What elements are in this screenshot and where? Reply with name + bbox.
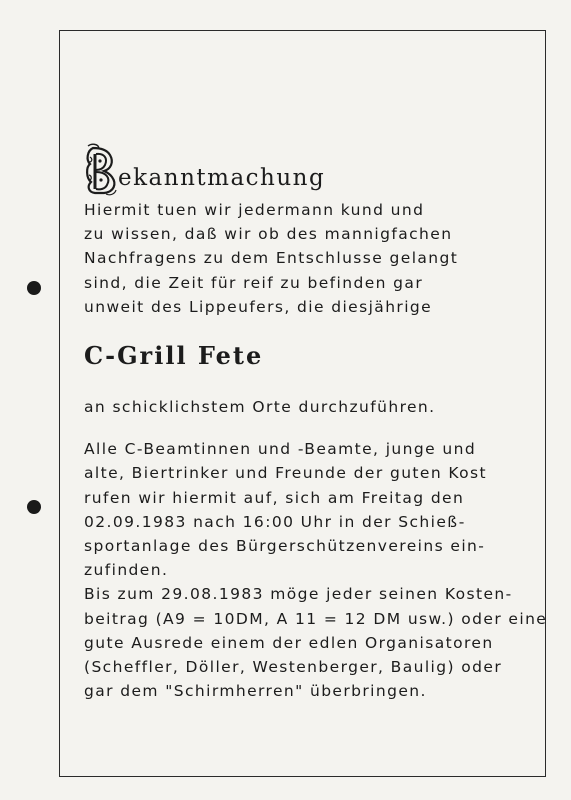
invitation-paragraph: [84, 437, 534, 582]
invitation-line: alte, Biertrinker und Freunde der guten Kost: [84, 464, 488, 483]
event-title: C-Grill Fete: [84, 341, 264, 371]
intro-line: sind, die Zeit für reif zu befinden gar: [84, 273, 424, 292]
intro-line: Nachfragens zu dem Entschlusse gelangt: [84, 249, 459, 268]
contribution-line: beitrag (A9 = 10DM, A 11 = 12 DM usw.) oder eine: [84, 609, 548, 628]
ornamental-initial-svg: [84, 142, 118, 196]
intro-paragraph: [84, 198, 534, 319]
contribution-line: Bis zum 29.08.1983 möge jeder seinen Kosten-: [84, 585, 513, 604]
heading-text: ekanntmachung: [118, 165, 326, 191]
contribution-line: gute Ausrede einem der edlen Organisatoren: [84, 633, 494, 652]
punch-hole-top: [27, 281, 41, 295]
notice-heading: [84, 140, 534, 196]
location-line: an schicklichstem Orte durchzuführen.: [84, 398, 436, 417]
contribution-paragraph: [84, 582, 548, 703]
invitation-line: Alle C-Beamtinnen und -Beamte, junge und: [84, 440, 477, 459]
intro-line: unweit des Lippeufers, die diesjährige: [84, 297, 433, 316]
invitation-line: 02.09.1983 nach 16:00 Uhr in der Schieß-: [84, 512, 466, 531]
ornamental-initial-icon: [84, 142, 118, 196]
notice-body: [84, 140, 548, 703]
intro-line: zu wissen, daß wir ob des mannigfachen: [84, 225, 453, 244]
invitation-line: sportanlage des Bürgerschützenvereins ein-: [84, 537, 486, 556]
punch-hole-bottom: [27, 500, 41, 514]
contribution-line: gar dem "Schirmherren" überbringen.: [84, 682, 427, 701]
intro-line: Hiermit tuen wir jedermann kund und: [84, 201, 425, 219]
invitation-line: zufinden.: [84, 561, 169, 580]
contribution-line: (Scheffler, Döller, Westenberger, Baulig) oder: [84, 658, 503, 677]
invitation-line: rufen wir hiermit auf, sich am Freitag den: [84, 488, 465, 507]
